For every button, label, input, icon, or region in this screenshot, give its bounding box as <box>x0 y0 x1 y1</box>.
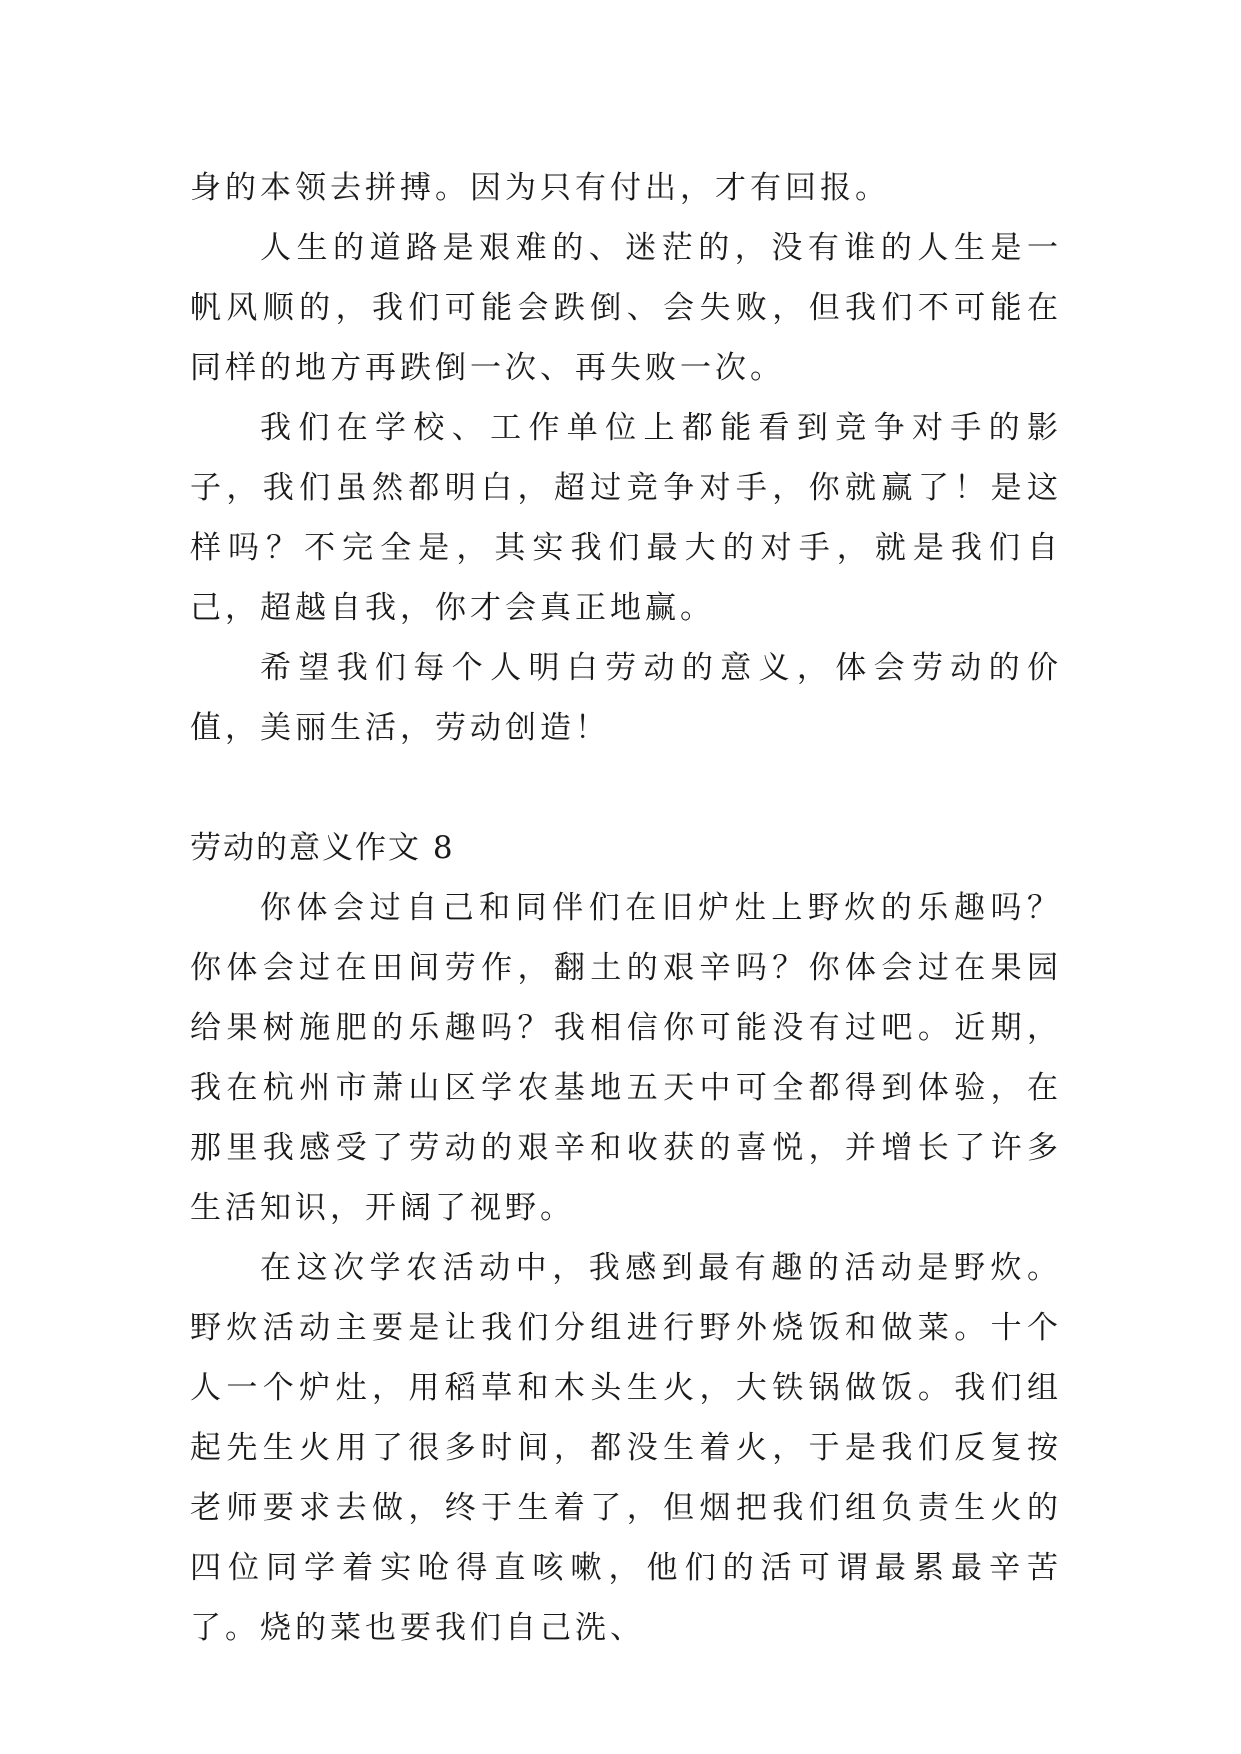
paragraph-competitors: 我们在学校、工作单位上都能看到竞争对手的影子，我们虽然都明白，超过竞争对手，你就赢了！是这样吗？不完全是，其实我们最大的对手，就是我们自己，超越自我，你才会真正地赢。 <box>190 410 1062 626</box>
paragraph-hope: 希望我们每个人明白劳动的意义，体会劳动的价值，美丽生活，劳动创造！ <box>190 650 1062 746</box>
paragraph-continuation: 身的本领去拼搏。因为只有付出，才有回报。 <box>190 170 890 206</box>
paragraph-experience: 你体会过自己和同伴们在旧炉灶上野炊的乐趣吗？你体会过在田间劳作，翻土的艰辛吗？你体会过在果园给果树施肥的乐趣吗？我相信你可能没有过吧。近期，我在杭州市萧山区学农基地五天中可全都得到体验，在那里我感受了劳动的艰辛和收获的喜悦，并增长了许多生活知识，开阔了视野。 <box>190 890 1062 1226</box>
document-body <box>190 158 1062 1658</box>
section-title: 劳动的意义作文 8 <box>190 830 455 866</box>
paragraph-life-path: 人生的道路是艰难的、迷茫的，没有谁的人生是一帆风顺的，我们可能会跌倒、会失败，但我们不可能在同样的地方再跌倒一次、再失败一次。 <box>190 230 1062 386</box>
paragraph-picnic: 在这次学农活动中，我感到最有趣的活动是野炊。野炊活动主要是让我们分组进行野外烧饭和做菜。十个人一个炉灶，用稻草和木头生火，大铁锅做饭。我们组起先生火用了很多时间，都没生着火，于是我们反复按老师要求去做，终于生着了，但烟把我们组负责生火的四位同学着实呛得直咳嗽，他们的活可谓最累最辛苦了。烧的菜也要我们自己洗、 <box>190 1250 1062 1646</box>
